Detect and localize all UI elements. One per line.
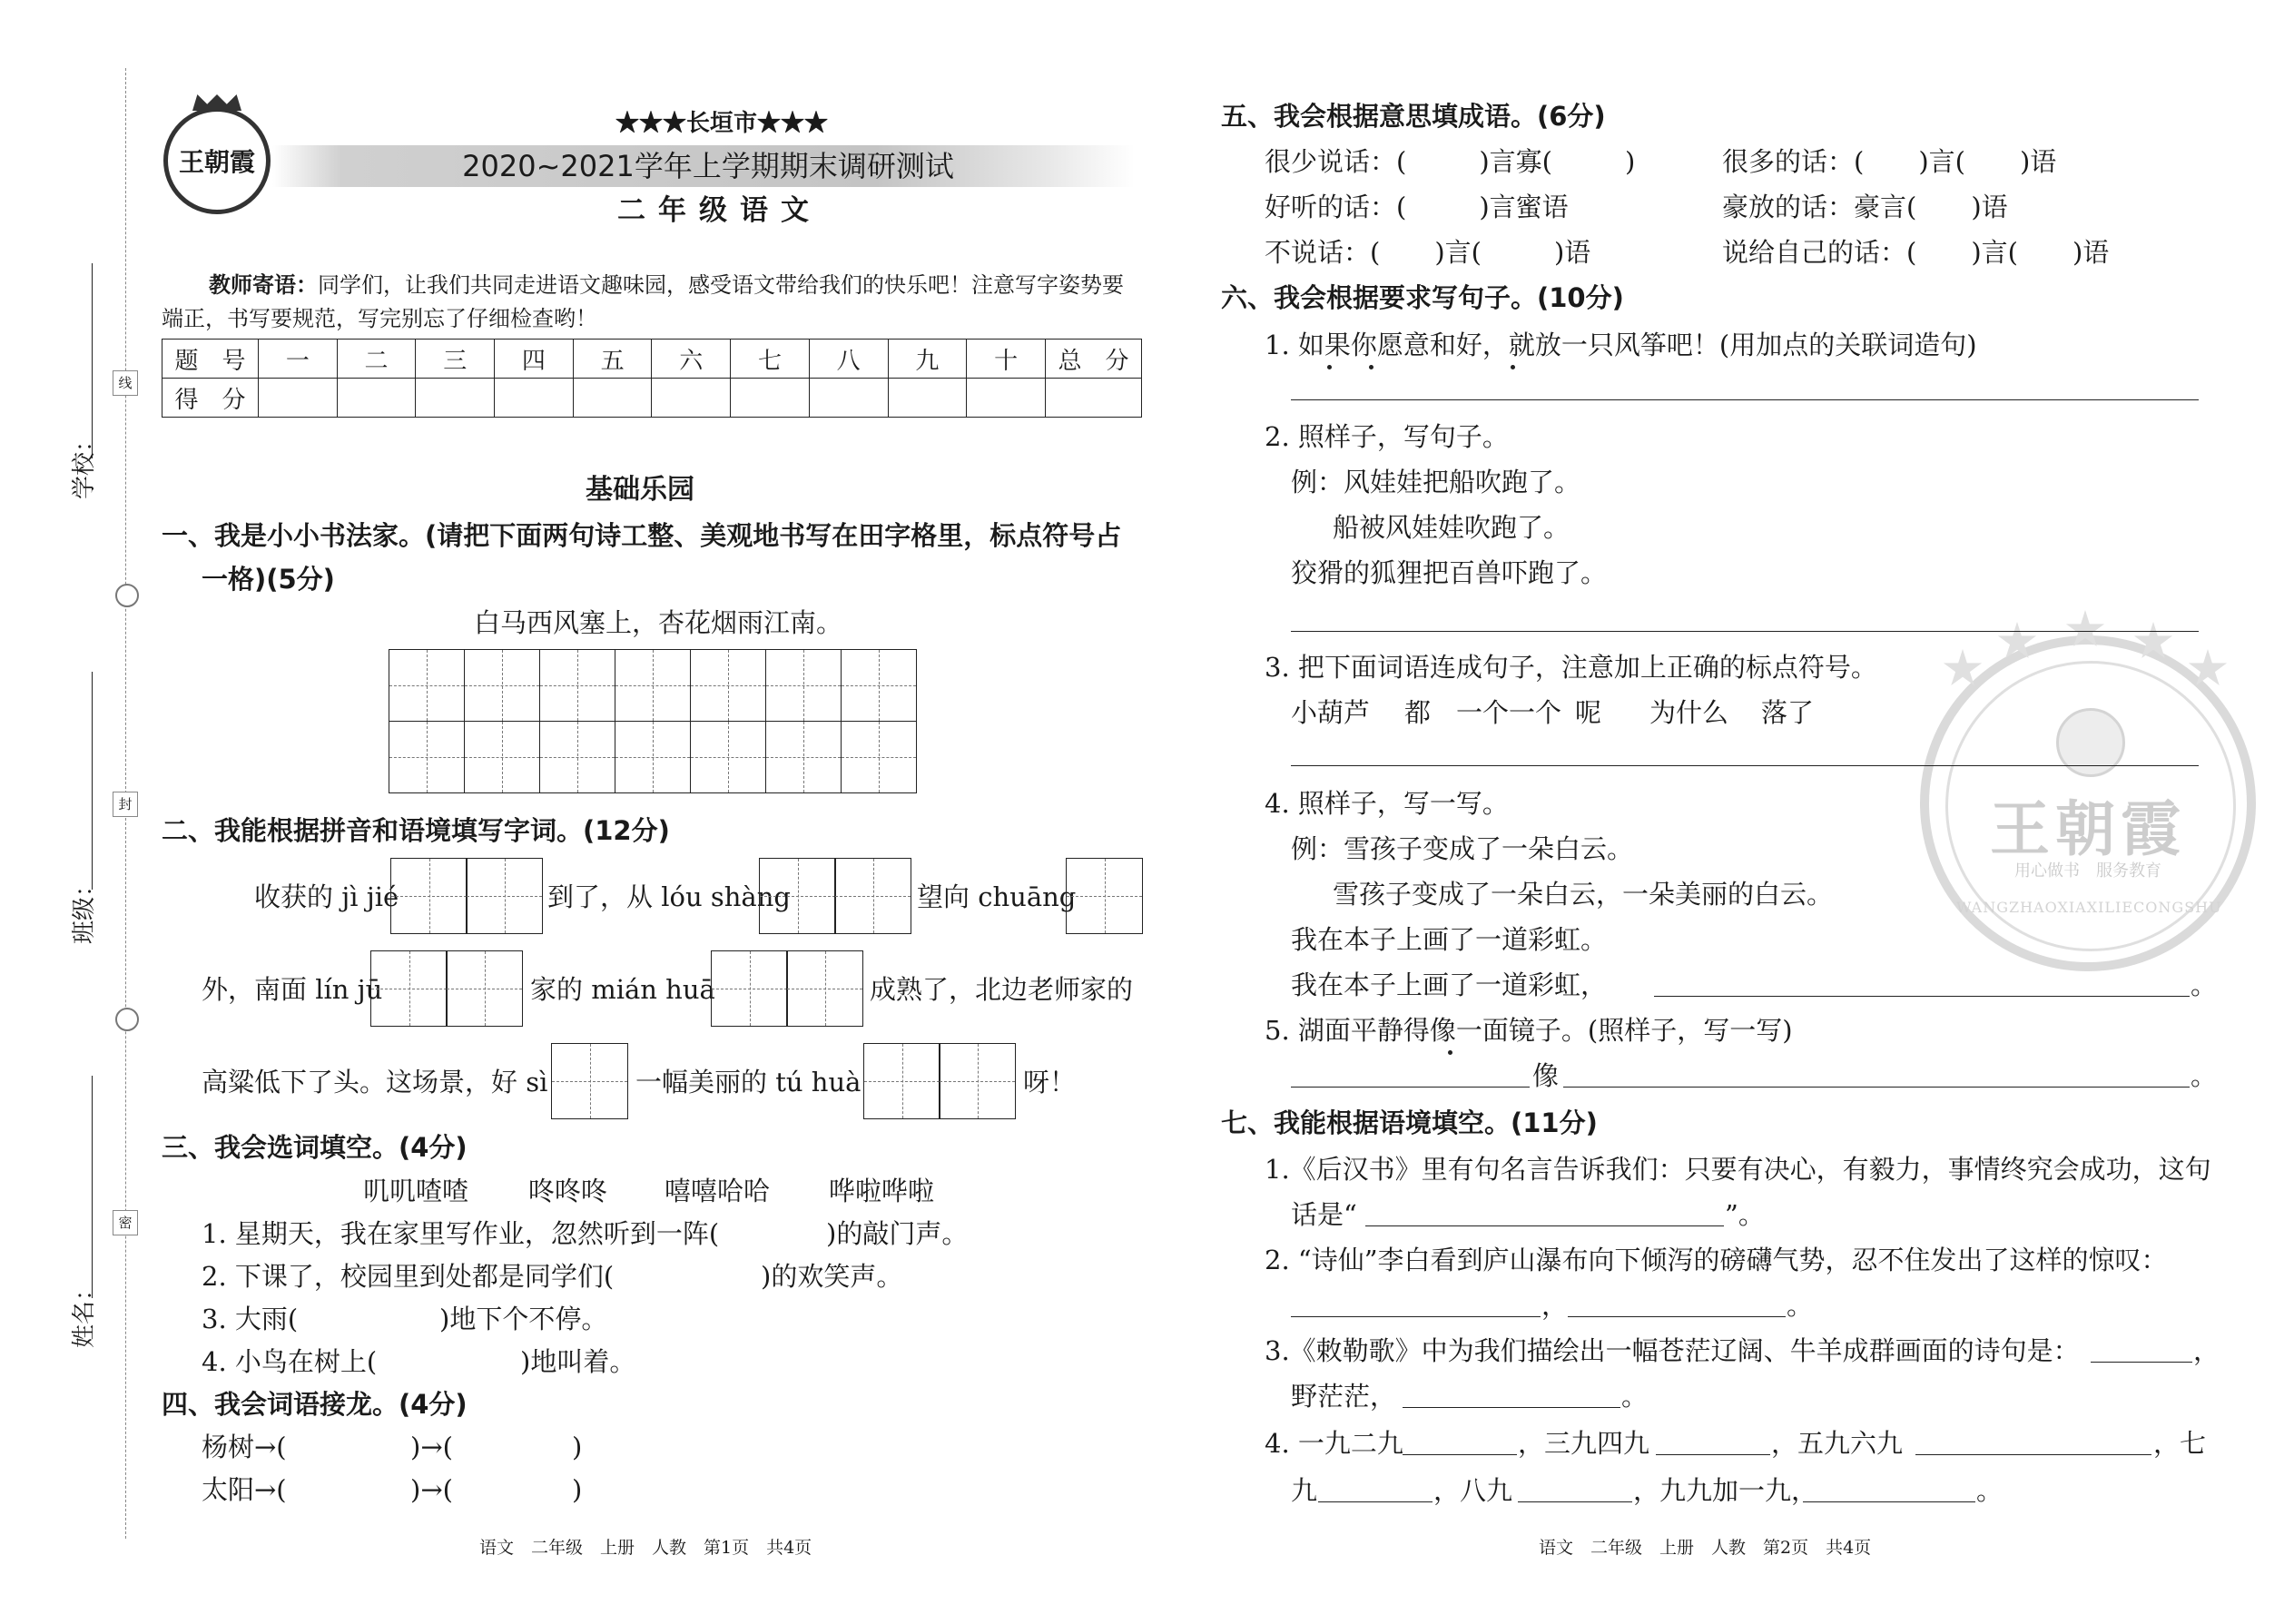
q6-s3-word: 都 <box>1404 697 1432 728</box>
q7-s3: 3.《敕勒歌》中为我们描绘出一幅苍茫辽阔、牛羊成群画面的诗句是： <box>1265 1335 2080 1366</box>
score-cell: 五 <box>573 340 652 379</box>
answer-line[interactable] <box>1291 631 2199 632</box>
score-cell: 得 分 <box>162 379 259 418</box>
q2-answer-box[interactable] <box>370 950 523 1027</box>
class-field[interactable] <box>92 672 93 890</box>
q6-s2-example: 船被风娃娃吹跑了。 <box>1333 512 1570 543</box>
seal-box-mi: 密 <box>113 1210 138 1235</box>
score-cell: 七 <box>731 340 810 379</box>
q2-text: 到了，从 lóu shàng <box>547 881 791 912</box>
q7-s1: 话是“ <box>1291 1199 1357 1230</box>
q1-poem: 白马西风塞上，杏花烟雨江南。 <box>474 607 843 638</box>
answer-line[interactable] <box>1563 1087 2190 1088</box>
city-label: ★★★长垣市★★★ <box>615 110 829 137</box>
score-cell: 三 <box>416 340 495 379</box>
score-input[interactable] <box>888 379 967 418</box>
q6-s3-word: 呢 <box>1575 697 1602 728</box>
q2-text: 成熟了，北边老师家的 <box>870 974 1134 1005</box>
seal-box-feng: 封 <box>113 792 138 817</box>
q4-title: 四、我会词语接龙。(4分) <box>162 1389 468 1420</box>
exam-title: 2020~2021学年上学期期末调研测试 <box>462 149 954 183</box>
q4-row: )→( <box>410 1474 453 1505</box>
q3-sentence: 2. 下课了，校园里到处都是同学们( <box>202 1261 615 1292</box>
score-cell: 四 <box>495 340 574 379</box>
stamp-ring-text: WANGZHAOXIAXILIECONGSHU <box>1956 899 2222 916</box>
name-label: 姓名： <box>71 1276 98 1348</box>
teacher-note-label: 教师寄语： <box>209 271 318 298</box>
q2-answer-box[interactable] <box>1066 858 1143 934</box>
period: 。 <box>1621 1381 1649 1412</box>
class-label: 班级： <box>71 872 98 944</box>
q2-answer-box[interactable] <box>711 950 863 1027</box>
q1-title: 一、我是小小书法家。(请把下面两句诗工整、美观地书写在田字格里，标点符号占 <box>162 520 1122 551</box>
q7-s4: ，九九加一九， <box>1633 1475 1818 1506</box>
q5-item: 很少说话：( )言寡( ) <box>1265 146 1636 177</box>
q7-s4: ，五九六九 <box>1771 1428 1904 1459</box>
q4-row: )→( <box>410 1432 453 1462</box>
q5-item: 好听的话：( )言蜜语 <box>1265 192 1569 222</box>
q4-row: ) <box>572 1432 583 1462</box>
q2-title: 二、我能根据拼音和语境填写字词。(12分) <box>162 815 670 846</box>
logo-text: 王朝霞 <box>178 147 255 177</box>
period: 。 <box>2191 969 2218 1000</box>
q6-s2-question: 狡猾的狐狸把百兽吓跑了。 <box>1291 557 1608 588</box>
name-field[interactable] <box>92 1076 93 1298</box>
q3-word: 咚咚咚 <box>528 1176 608 1206</box>
footer-left: 语文 二年级 上册 人教 第1页 共4页 <box>479 1538 812 1558</box>
q6-s2: 2. 照样子，写句子。 <box>1265 421 1509 452</box>
score-input[interactable] <box>731 379 810 418</box>
stamp-portrait-icon <box>2056 708 2125 777</box>
q7-s4: 九 <box>1291 1475 1318 1506</box>
answer-line[interactable] <box>1656 1454 1770 1455</box>
q6-s2-example: 例：风娃娃把船吹跑了。 <box>1291 467 1581 497</box>
q3-sentence: )地叫着。 <box>520 1346 636 1377</box>
q2-text: 家的 mián huā <box>530 974 715 1005</box>
q6-s4-example: 雪孩子变成了一朵白云，一朵美丽的白云。 <box>1333 879 1834 910</box>
score-input[interactable] <box>259 379 338 418</box>
q2-answer-box[interactable] <box>759 858 911 934</box>
q2-text: 呀！ <box>1023 1067 1077 1097</box>
score-table <box>162 339 1142 418</box>
answer-line[interactable] <box>1915 1454 2151 1455</box>
subject-title: 二年级语文 <box>617 194 822 227</box>
score-value-row <box>162 379 1142 418</box>
q3-sentence: 1. 星期天，我在家里写作业，忽然听到一阵( <box>202 1218 720 1249</box>
q3-word: 哗啦哗啦 <box>829 1176 935 1206</box>
q6-s3-word: 小葫芦 <box>1291 697 1371 728</box>
score-cell: 二 <box>337 340 416 379</box>
score-input[interactable] <box>573 379 652 418</box>
q6-s3-word: 一个一个 <box>1456 697 1562 728</box>
answer-line[interactable] <box>1403 1407 1620 1408</box>
q2-answer-box[interactable] <box>390 858 543 934</box>
school-label: 学校： <box>71 428 98 499</box>
q2-text: 外，南面 lín jū <box>202 974 383 1005</box>
q7-s1: ”。 <box>1725 1199 1765 1230</box>
q2-text: 收获的 jì jié <box>254 881 399 912</box>
q6-s5: 5. 湖面平静得像一面镜子。(照样子，写一写) <box>1265 1015 1793 1046</box>
stamp-slogan: 用心做书 服务教育 <box>2014 861 2161 881</box>
logo-crown-icon <box>192 94 241 111</box>
q6-s1: 1. 如果你愿意和好，就放一只风筝吧！(用加点的关联词造句) <box>1265 330 1977 360</box>
q3-sentence: )的敲门声。 <box>826 1218 969 1249</box>
period: 。 <box>2191 1060 2218 1091</box>
ornament-icon <box>115 584 139 607</box>
q2-text: 一幅美丽的 tú huà <box>635 1067 861 1097</box>
period: 。 <box>1976 1475 2004 1506</box>
q7-s4: 4. 一九二九 <box>1265 1428 1403 1459</box>
score-input[interactable] <box>652 379 731 418</box>
score-cell: 六 <box>652 340 731 379</box>
q3-word: 叽叽喳喳 <box>363 1176 469 1206</box>
answer-line[interactable] <box>1568 1316 1786 1317</box>
stamp-name: 王朝霞 <box>1990 793 2186 864</box>
q6-s3-word: 落了 <box>1761 697 1815 728</box>
q2-text: 高粱低下了头。这场景，好 sì <box>202 1067 548 1097</box>
score-header-row <box>162 340 1142 379</box>
q5-item: 豪放的话：豪言( )语 <box>1722 192 2008 222</box>
seal-box-xian: 线 <box>113 370 138 396</box>
answer-line[interactable] <box>1318 1501 1433 1502</box>
q7-s1: 1.《后汉书》里有句名言告诉我们：只要有决心，有毅力，事情终究会成功，这句 <box>1265 1154 2211 1185</box>
watermark-stamp <box>1920 635 2256 971</box>
score-input[interactable] <box>809 379 888 418</box>
answer-line[interactable] <box>1803 1501 1975 1502</box>
emphasis-dot <box>1369 365 1373 369</box>
emphasis-dot <box>1327 365 1332 369</box>
q6-s4-question: 我在本子上画了一道彩虹。 <box>1291 924 1608 955</box>
q6-s3-word: 为什么 <box>1649 697 1729 728</box>
score-input[interactable] <box>495 379 574 418</box>
emphasis-dot <box>1448 1050 1452 1055</box>
q3-title: 三、我会选词填空。(4分) <box>162 1132 468 1163</box>
score-input[interactable] <box>1046 379 1142 418</box>
q5-item: 说给自己的话：( )言( )语 <box>1722 237 2110 268</box>
teacher-note-line1: 同学们，让我们共同走进语文趣味园，感受语文带给我们的快乐吧！注意写字姿势要 <box>318 272 1124 298</box>
q6-s5-xiang: 像 <box>1532 1060 1560 1091</box>
teacher-note-line2: 端正，书写要规范，写完别忘了仔细检查哟！ <box>162 306 597 331</box>
score-input[interactable] <box>416 379 495 418</box>
q6-s4-example: 例：雪孩子变成了一朵白云。 <box>1291 833 1634 864</box>
score-cell: 一 <box>259 340 338 379</box>
comma: ， <box>2193 1335 2220 1366</box>
q7-s4: ，八九 <box>1433 1475 1513 1506</box>
q7-s4: ，七 <box>2153 1428 2207 1459</box>
q2-text: 望向 chuāng <box>917 881 1077 912</box>
q4-row: 太阳→( <box>202 1474 287 1505</box>
score-input[interactable] <box>967 379 1046 418</box>
q5-item: 很多的话：( )言( )语 <box>1722 146 2057 177</box>
score-cell: 题 号 <box>162 340 259 379</box>
q3-sentence: 4. 小鸟在树上( <box>202 1346 378 1377</box>
q5-title: 五、我会根据意思填成语。(6分) <box>1221 101 1606 132</box>
logo <box>163 107 271 214</box>
answer-line[interactable] <box>1654 996 2190 997</box>
q1-title-cont: 一格)(5分) <box>202 564 335 595</box>
q2-answer-box[interactable] <box>863 1043 1016 1119</box>
q6-title: 六、我会根据要求写句子。(10分) <box>1221 282 1624 313</box>
answer-line[interactable] <box>1291 1316 1541 1317</box>
footer-right: 语文 二年级 上册 人教 第2页 共4页 <box>1539 1538 1872 1558</box>
score-input[interactable] <box>337 379 416 418</box>
q2-answer-box[interactable] <box>551 1043 628 1119</box>
q4-row: ) <box>572 1474 583 1505</box>
q6-s4: 4. 照样子，写一写。 <box>1265 788 1509 819</box>
score-cell: 十 <box>967 340 1046 379</box>
period: 。 <box>1787 1290 1814 1321</box>
q7-s4: ，三九四九 <box>1518 1428 1650 1459</box>
q3-sentence: 3. 大雨( <box>202 1304 299 1334</box>
q6-s3: 3. 把下面词语连成句子，注意加上正确的标点符号。 <box>1265 652 1877 683</box>
answer-line[interactable] <box>1291 399 2199 400</box>
q7-title: 七、我能根据语境填空。(11分) <box>1221 1107 1598 1138</box>
q6-s4-question: 我在本子上画了一道彩虹， <box>1291 969 1608 1000</box>
score-cell: 九 <box>888 340 967 379</box>
q7-s3: 野茫茫， <box>1291 1381 1397 1412</box>
answer-line[interactable] <box>1291 765 2199 766</box>
q5-item: 不说话：( )言( )语 <box>1265 237 1591 268</box>
answer-line[interactable] <box>1291 1087 1530 1088</box>
emphasis-dot <box>1511 365 1515 369</box>
comma: ， <box>1541 1290 1569 1321</box>
q4-row: 杨树→( <box>202 1432 287 1462</box>
q3-sentence: )地下个不停。 <box>439 1304 608 1334</box>
q3-word: 嘻嘻哈哈 <box>665 1176 771 1206</box>
answer-line[interactable] <box>1518 1501 1632 1502</box>
q7-s2: 2. “诗仙”李白看到庐山瀑布向下倾泻的磅礴气势，忍不住发出了这样的惊叹： <box>1265 1245 2168 1275</box>
tianzige-grid[interactable] <box>389 649 915 794</box>
q3-sentence: )的欢笑声。 <box>761 1261 903 1292</box>
ornament-icon <box>115 1008 139 1031</box>
teacher-note <box>209 269 1124 301</box>
answer-line[interactable] <box>2091 1362 2192 1363</box>
section-heading: 基础乐园 <box>586 474 694 506</box>
answer-line[interactable] <box>1365 1225 1724 1226</box>
answer-line[interactable] <box>1403 1454 1517 1455</box>
score-cell: 八 <box>809 340 888 379</box>
school-field[interactable] <box>92 263 93 458</box>
score-cell: 总 分 <box>1046 340 1142 379</box>
